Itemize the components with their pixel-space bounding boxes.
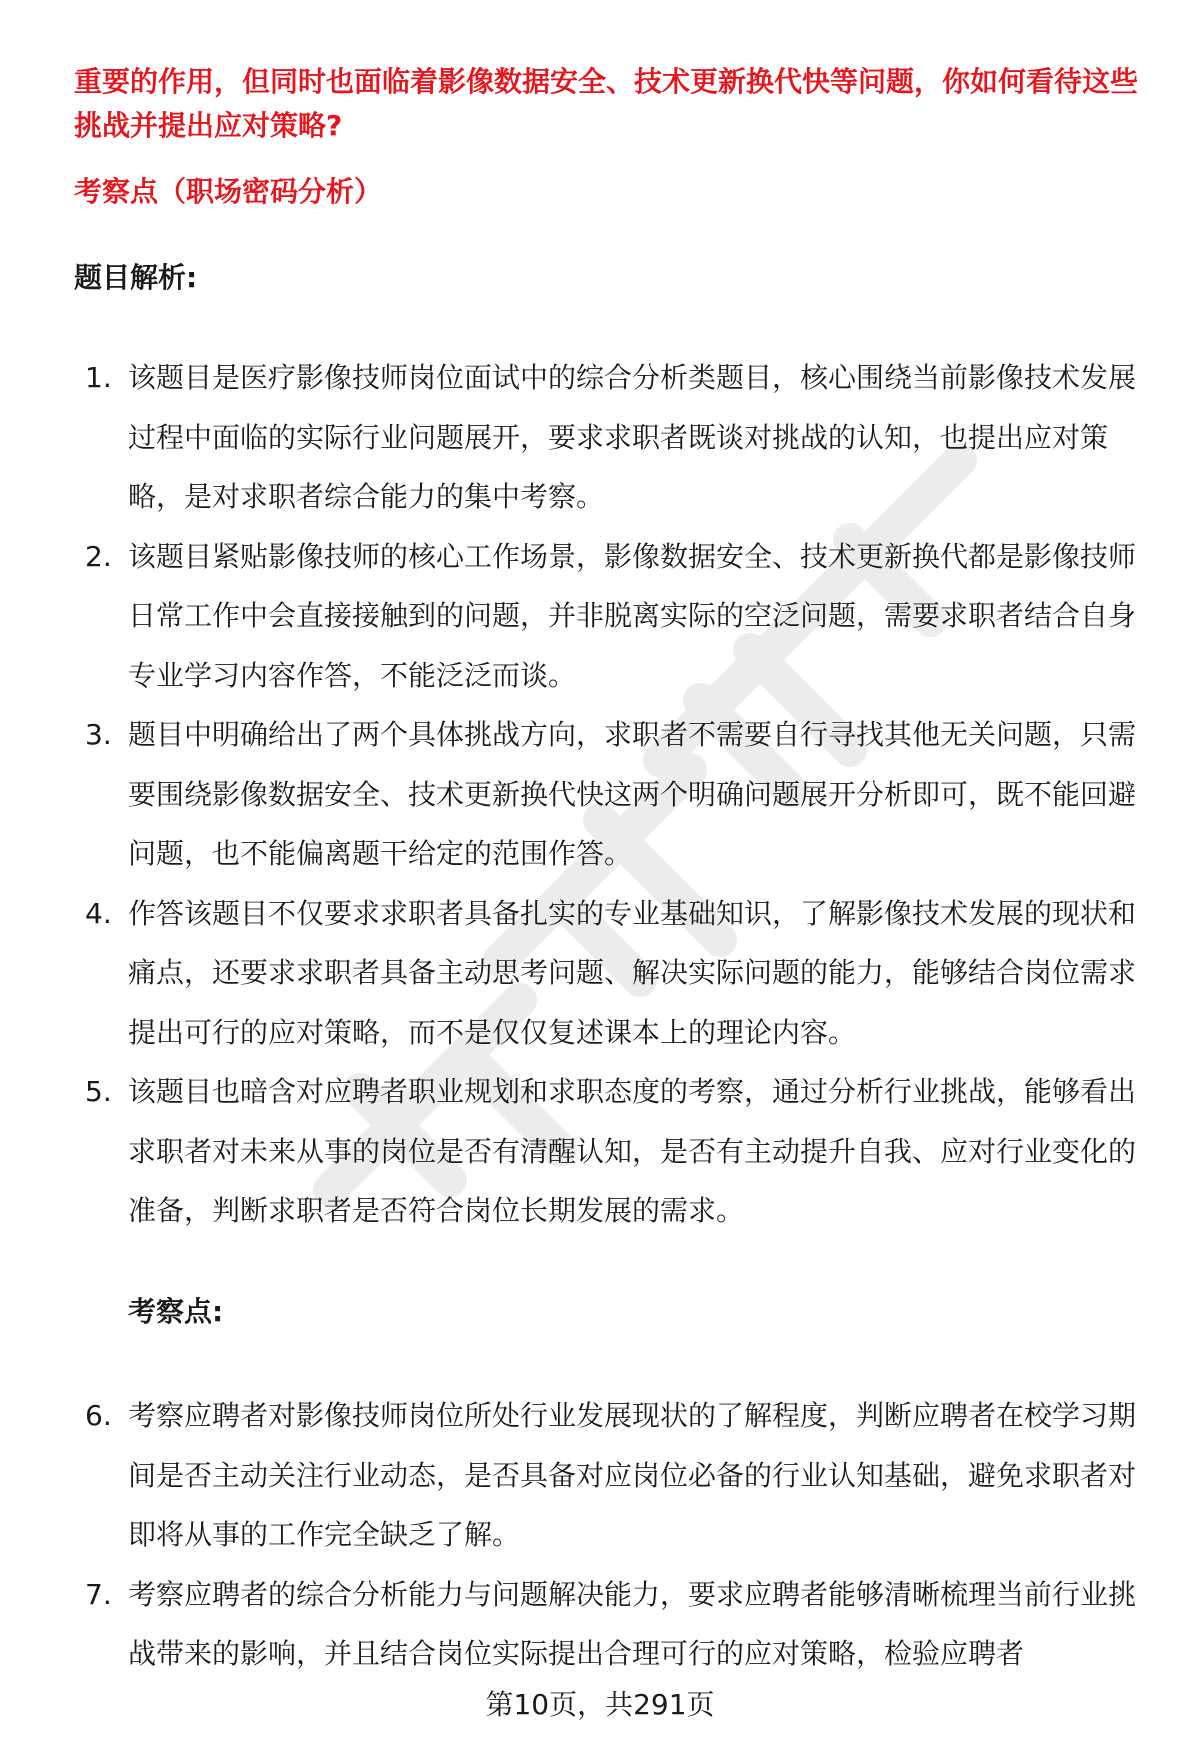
question-title: 重要的作用，但同时也面临着影像数据安全、技术更新换代快等问题，你如何看待这些挑战并提出应对策略?: [74, 65, 1139, 142]
points-heading: 考察点:: [128, 1295, 224, 1328]
list-item-number: 6.: [85, 1399, 112, 1432]
list-item-number: 4.: [85, 896, 112, 930]
list-item-number: 3.: [85, 718, 112, 751]
list-item: [74, 1565, 1154, 1684]
list-item-number: 2.: [85, 539, 112, 573]
page-number: 第10页，共291页: [485, 1688, 715, 1721]
list-item: [74, 705, 1154, 884]
list-item-text: 该题目紧贴影像技师的核心工作场景，影像数据安全、技术更新换代都是影像技师日常工作中会直接接触到的问题，并非脱离实际的空泛问题，需要求职者结合自身专业学习内容作答，不能泛泛而谈。: [128, 539, 1137, 692]
list-item-text: 考察应聘者对影像技师岗位所处行业发展现状的了解程度，判断应聘者在校学习期间是否主动关注行业动态，是否具备对应岗位必备的行业认知基础，避免求职者对即将从事的工作完全缺乏了解。: [128, 1399, 1137, 1551]
list-item-text: 考察应聘者的综合分析能力与问题解决能力，要求应聘者能够清晰梳理当前行业挑战带来的影响，并且结合岗位实际提出合理可行的应对策略，检验应聘者: [128, 1577, 1137, 1670]
analysis-heading: 题目解析:: [74, 261, 198, 294]
list-item: [74, 1062, 1154, 1241]
list-item-text: 题目中明确给出了两个具体挑战方向，求职者不需要自行寻找其他无关问题，只需要围绕影像数据安全、技术更新换代快这两个明确问题展开分析即可，既不能回避问题，也不能偏离题干给定的范围作答。: [128, 718, 1137, 870]
list-item-text: 该题目也暗含对应聘者职业规划和求职态度的考察，通过分析行业挑战，能够看出求职者对未来从事的岗位是否有清醒认知，是否有主动提升自我、应对行业变化的准备，判断求职者是否符合岗位长期发展的需求。: [128, 1075, 1137, 1227]
list-item-number: 7.: [85, 1577, 112, 1611]
list-item: [74, 348, 1154, 527]
list-item-number: 1.: [85, 361, 112, 394]
list-item: [74, 527, 1154, 706]
question-subtitle: 考察点（职场密码分析）: [74, 175, 383, 208]
list-item-text: 作答该题目不仅要求求职者具备扎实的专业基础知识，了解影像技术发展的现状和痛点，还要求求职者具备主动思考问题、解决实际问题的能力，能够结合岗位需求提出可行的应对策略，而不是仅仅复述课本上的理论内容。: [128, 896, 1137, 1049]
analysis-list: [74, 348, 1154, 1241]
list-item-number: 5.: [85, 1075, 112, 1108]
list-item: [74, 884, 1154, 1063]
points-list: [74, 1386, 1154, 1684]
list-item-text: 该题目是医疗影像技师岗位面试中的综合分析类题目，核心围绕当前影像技术发展过程中面临的实际行业问题展开，要求求职者既谈对挑战的认知，也提出应对策略，是对求职者综合能力的集中考察。: [128, 361, 1137, 513]
list-item: [74, 1386, 1154, 1565]
